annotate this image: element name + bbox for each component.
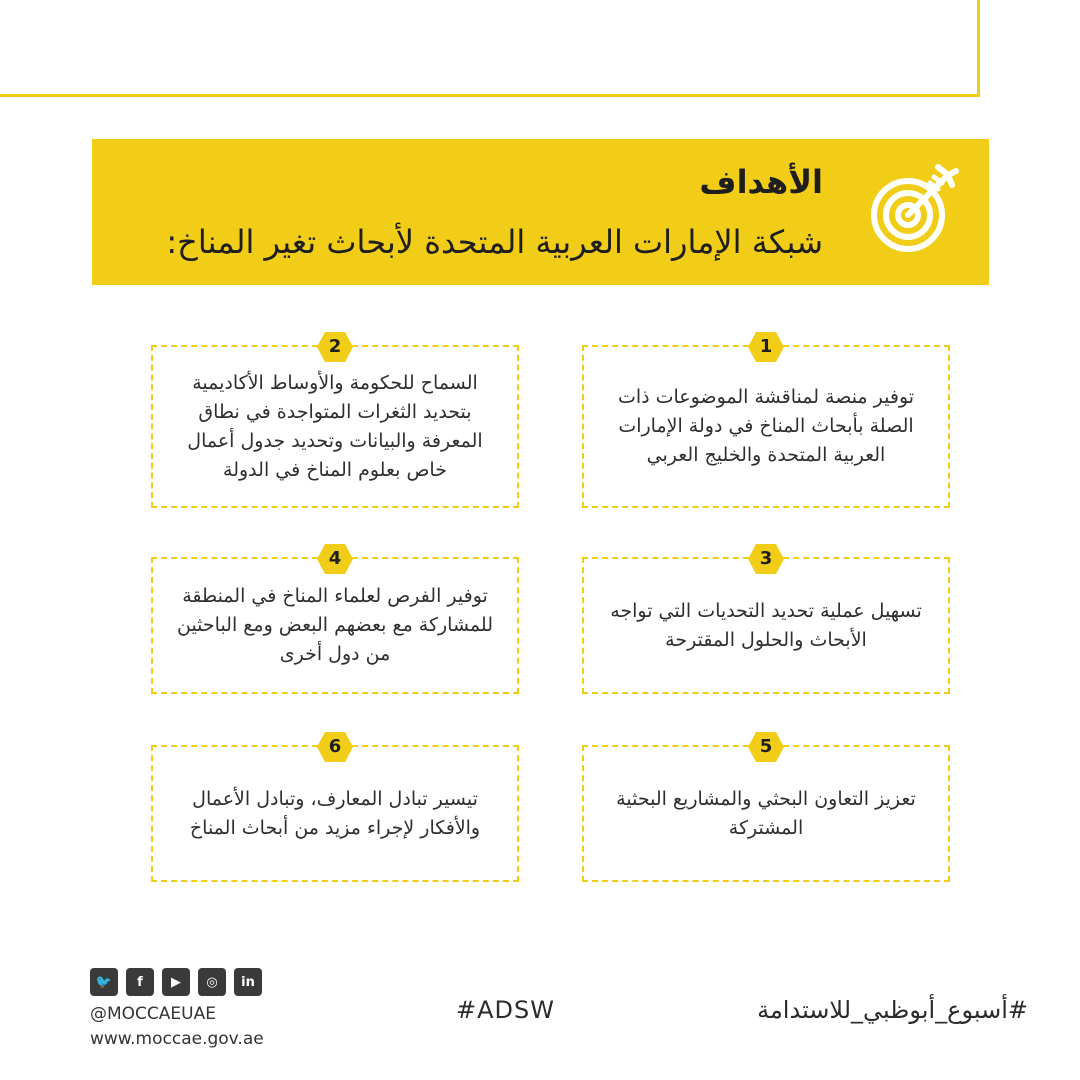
goal-text: السماح للحكومة والأوساط الأكاديمية بتحديد الثغرات المتواجدة في نطاق المعرفة والبيانات وتحديد جدول أعمال خاص بعلوم المناخ في الدولة	[187, 371, 483, 481]
hashtag-arabic: #أسبوع_أبوظبي_للاستدامة	[757, 996, 1028, 1024]
goal-card-2	[151, 336, 519, 508]
goal-text: تيسير تبادل المعارف، وتبادل الأعمال والأفكار لإجراء مزيد من أبحاث المناخ	[189, 787, 481, 839]
goal-text: تعزيز التعاون البحثي والمشاريع البحثية المشتركة	[616, 787, 916, 839]
goal-card-5	[582, 736, 950, 882]
goal-number: 6	[328, 736, 342, 757]
goal-number: 2	[328, 336, 342, 357]
goal-card-1	[582, 336, 950, 508]
goal-card-6	[151, 736, 519, 882]
goal-text: تسهيل عملية تحديد التحديات التي تواجه الأبحاث والحلول المقترحة	[610, 599, 922, 651]
instagram-icon[interactable]: ◎	[198, 968, 226, 996]
goals-banner	[92, 139, 989, 285]
social-handle: @MOCCAEUAE	[90, 1004, 216, 1024]
banner-title: الأهداف	[699, 163, 823, 201]
goal-card-3	[582, 548, 950, 694]
goal-number: 4	[328, 548, 342, 569]
twitter-icon[interactable]: 🐦	[90, 968, 118, 996]
linkedin-icon[interactable]: in	[234, 968, 262, 996]
goal-text: توفير الفرص لعلماء المناخ في المنطقة للمشاركة مع بعضهم البعض ومع الباحثين من دول أخرى	[176, 585, 493, 665]
social-icons	[90, 968, 262, 996]
banner-subtitle: شبكة الإمارات العربية المتحدة لأبحاث تغير المناخ:	[166, 223, 823, 261]
goal-number: 5	[759, 736, 773, 757]
goal-number: 3	[759, 548, 773, 569]
target-arrow-icon	[864, 159, 964, 259]
website-link[interactable]: www.moccae.gov.ae	[90, 1029, 264, 1049]
goal-number: 1	[759, 336, 773, 357]
goal-text: توفير منصة لمناقشة الموضوعات ذات الصلة بأبحاث المناخ في دولة الإمارات العربية المتحدة والخليج العربي	[617, 386, 915, 466]
goal-card-4	[151, 548, 519, 694]
youtube-icon[interactable]: ▶	[162, 968, 190, 996]
top-frame	[0, 0, 980, 97]
hashtag-english: #ADSW	[456, 996, 555, 1024]
facebook-icon[interactable]: f	[126, 968, 154, 996]
